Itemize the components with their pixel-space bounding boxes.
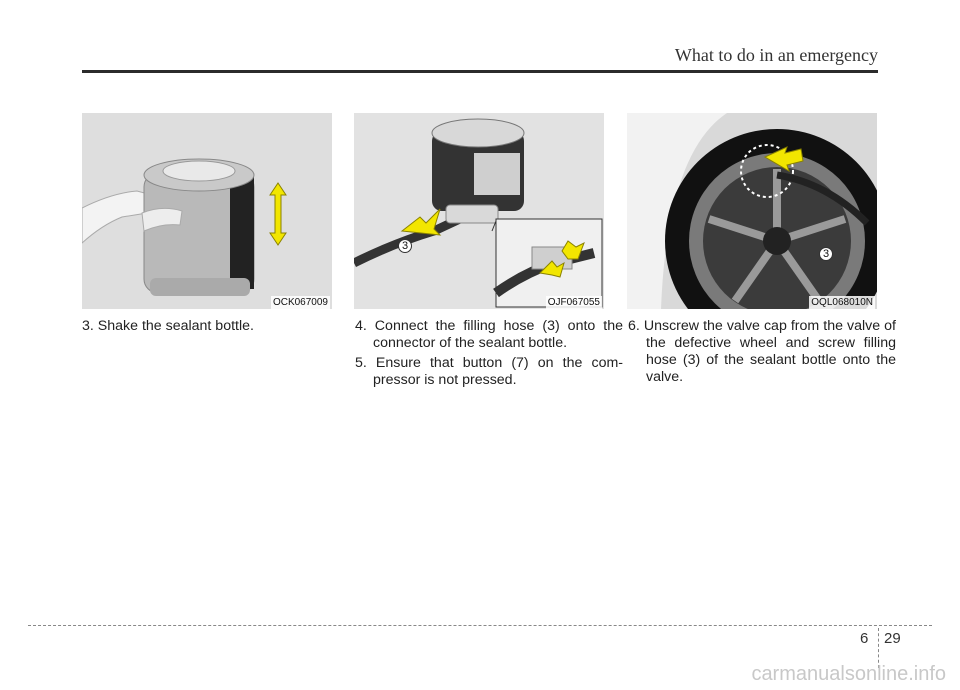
chapter-number: 6	[860, 630, 869, 647]
figure-shake-bottle	[82, 113, 332, 309]
figure-wheel-valve	[627, 113, 877, 309]
step-3: 3. Shake the sealant bottle.	[82, 318, 254, 334]
figure-code: OCK067009	[272, 297, 328, 308]
figure-code: OQL068010N	[811, 297, 873, 308]
figure-connect-hose	[354, 113, 604, 309]
figure-code: OJF067055	[547, 297, 600, 308]
wheel-valve-illustration	[627, 113, 877, 309]
shake-bottle-illustration	[82, 113, 332, 309]
page-number: 29	[884, 630, 901, 647]
connect-hose-illustration	[354, 113, 604, 309]
header-rule	[82, 70, 878, 73]
footer-rule	[28, 625, 932, 626]
figure-callout: 3	[819, 247, 833, 261]
step-4: 4. Connect the filling hose (3) onto the connector of the sealant bottle.	[355, 318, 623, 351]
section-title: What to do in an emergency	[674, 45, 878, 65]
footer-divider	[878, 628, 879, 668]
step-6: 6. Unscrew the valve cap from the valve of the defective wheel and screw filling hose (3) of the sealant bottle onto the valve.	[628, 318, 896, 385]
step-5: 5. Ensure that button (7) on the com-pressor is not pressed.	[355, 355, 623, 388]
figure-callout: 3	[398, 239, 412, 253]
watermark: carmanualsonline.info	[751, 663, 946, 685]
